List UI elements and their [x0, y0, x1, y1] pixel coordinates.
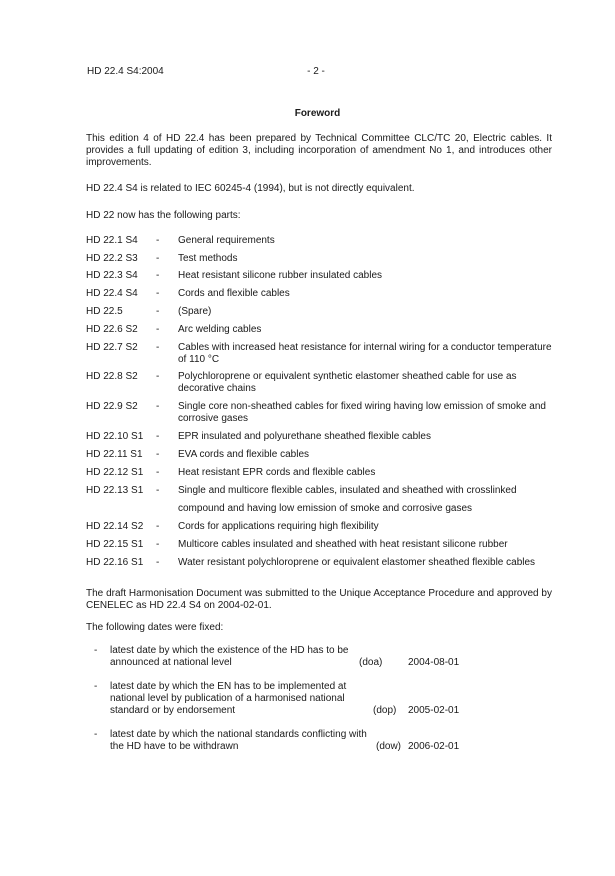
dash: -: [156, 557, 160, 568]
dash: -: [156, 253, 160, 264]
part-code: HD 22.15 S1: [86, 539, 144, 550]
dash: -: [156, 235, 160, 246]
dash: -: [156, 401, 160, 412]
parts-intro-paragraph: HD 22 now has the following parts:: [86, 210, 241, 221]
date-description: latest date by which the EN has to be implemented at national level by publication of a harmonised national standard or by endorsement: [110, 681, 347, 716]
dash: -: [156, 539, 160, 550]
section-title: Foreword: [294, 108, 341, 119]
dash: -: [156, 431, 160, 442]
dash: -: [156, 288, 160, 299]
part-description: Heat resistant silicone rubber insulated cables: [178, 270, 382, 281]
dash: -: [156, 342, 160, 353]
date-value: 2005-02-01: [408, 705, 460, 716]
date-description: latest date by which the national standards conflicting with the HD have to be withdrawn: [110, 729, 367, 752]
dash: -: [94, 729, 98, 740]
part-code: HD 22.16 S1: [86, 557, 144, 568]
part-code: HD 22.1 S4: [86, 235, 138, 246]
submission-paragraph: The draft Harmonisation Document was submitted to the Unique Acceptance Procedure and approved by CENELEC as HD 22.4 S4 on 2004-02-01.: [86, 588, 552, 611]
part-description: EPR insulated and polyurethane sheathed flexible cables: [178, 431, 431, 442]
date-description: latest date by which the existence of the HD has to be announced at national level: [110, 645, 349, 668]
date-code: (dow): [376, 741, 402, 752]
part-description: Multicore cables insulated and sheathed with heat resistant silicone rubber: [178, 539, 508, 550]
date-code: (dop): [373, 705, 397, 716]
dash: -: [156, 485, 160, 496]
part-code: HD 22.6 S2: [86, 324, 138, 335]
part-description: General requirements: [178, 235, 275, 246]
dates-intro-paragraph: The following dates were fixed:: [86, 622, 224, 633]
part-description: (Spare): [178, 306, 212, 317]
part-description: Heat resistant EPR cords and flexible cables: [178, 467, 376, 478]
part-description-continued: compound and having low emission of smoke and corrosive gases: [178, 503, 473, 514]
relation-paragraph: HD 22.4 S4 is related to IEC 60245-4 (1994), but is not directly equivalent.: [86, 183, 415, 194]
dash: -: [156, 449, 160, 460]
part-description: Cords for applications requiring high flexibility: [178, 521, 379, 532]
part-description: Cables with increased heat resistance for internal wiring for a conductor temperature of 110 °C: [178, 342, 552, 365]
dash: -: [156, 467, 160, 478]
part-code: HD 22.3 S4: [86, 270, 138, 281]
page-number: - 2 -: [307, 66, 325, 77]
date-value: 2004-08-01: [408, 657, 460, 668]
dash: -: [156, 270, 160, 281]
intro-paragraph: This edition 4 of HD 22.4 has been prepared by Technical Committee CLC/TC 20, Electric cables. It provides a full updating of edition 3, including incorporation of amendment No 1, and introduces other improvements.: [86, 133, 552, 168]
part-description: Single and multicore flexible cables, insulated and sheathed with crosslinked: [178, 485, 517, 496]
dash: -: [156, 324, 160, 335]
dash: -: [156, 371, 160, 382]
part-description: Water resistant polychloroprene or equivalent elastomer sheathed flexible cables: [178, 557, 536, 568]
part-description: EVA cords and flexible cables: [178, 449, 310, 460]
date-code: (doa): [359, 657, 383, 668]
dash: -: [156, 521, 160, 532]
date-value: 2006-02-01: [408, 741, 460, 752]
dash: -: [94, 681, 98, 692]
document-id: HD 22.4 S4:2004: [87, 66, 164, 77]
part-code: HD 22.10 S1: [86, 431, 144, 442]
dash: -: [156, 306, 160, 317]
part-description: Arc welding cables: [178, 324, 262, 335]
part-code: HD 22.7 S2: [86, 342, 138, 353]
part-code: HD 22.2 S3: [86, 253, 138, 264]
part-description: Single core non-sheathed cables for fixed wiring having low emission of smoke and corrosive gases: [178, 401, 546, 424]
part-code: HD 22.12 S1: [86, 467, 144, 478]
part-code: HD 22.8 S2: [86, 371, 138, 382]
dash: -: [94, 645, 98, 656]
part-code: HD 22.11 S1: [86, 449, 143, 460]
part-code: HD 22.14 S2: [86, 521, 144, 532]
part-description: Cords and flexible cables: [178, 288, 290, 299]
part-code: HD 22.4 S4: [86, 288, 138, 299]
part-code: HD 22.9 S2: [86, 401, 138, 412]
part-code: HD 22.5: [86, 306, 123, 317]
part-description: Test methods: [178, 253, 238, 264]
part-code: HD 22.13 S1: [86, 485, 144, 496]
part-description: Polychloroprene or equivalent synthetic elastomer sheathed cable for use as decorative chains: [178, 371, 517, 394]
